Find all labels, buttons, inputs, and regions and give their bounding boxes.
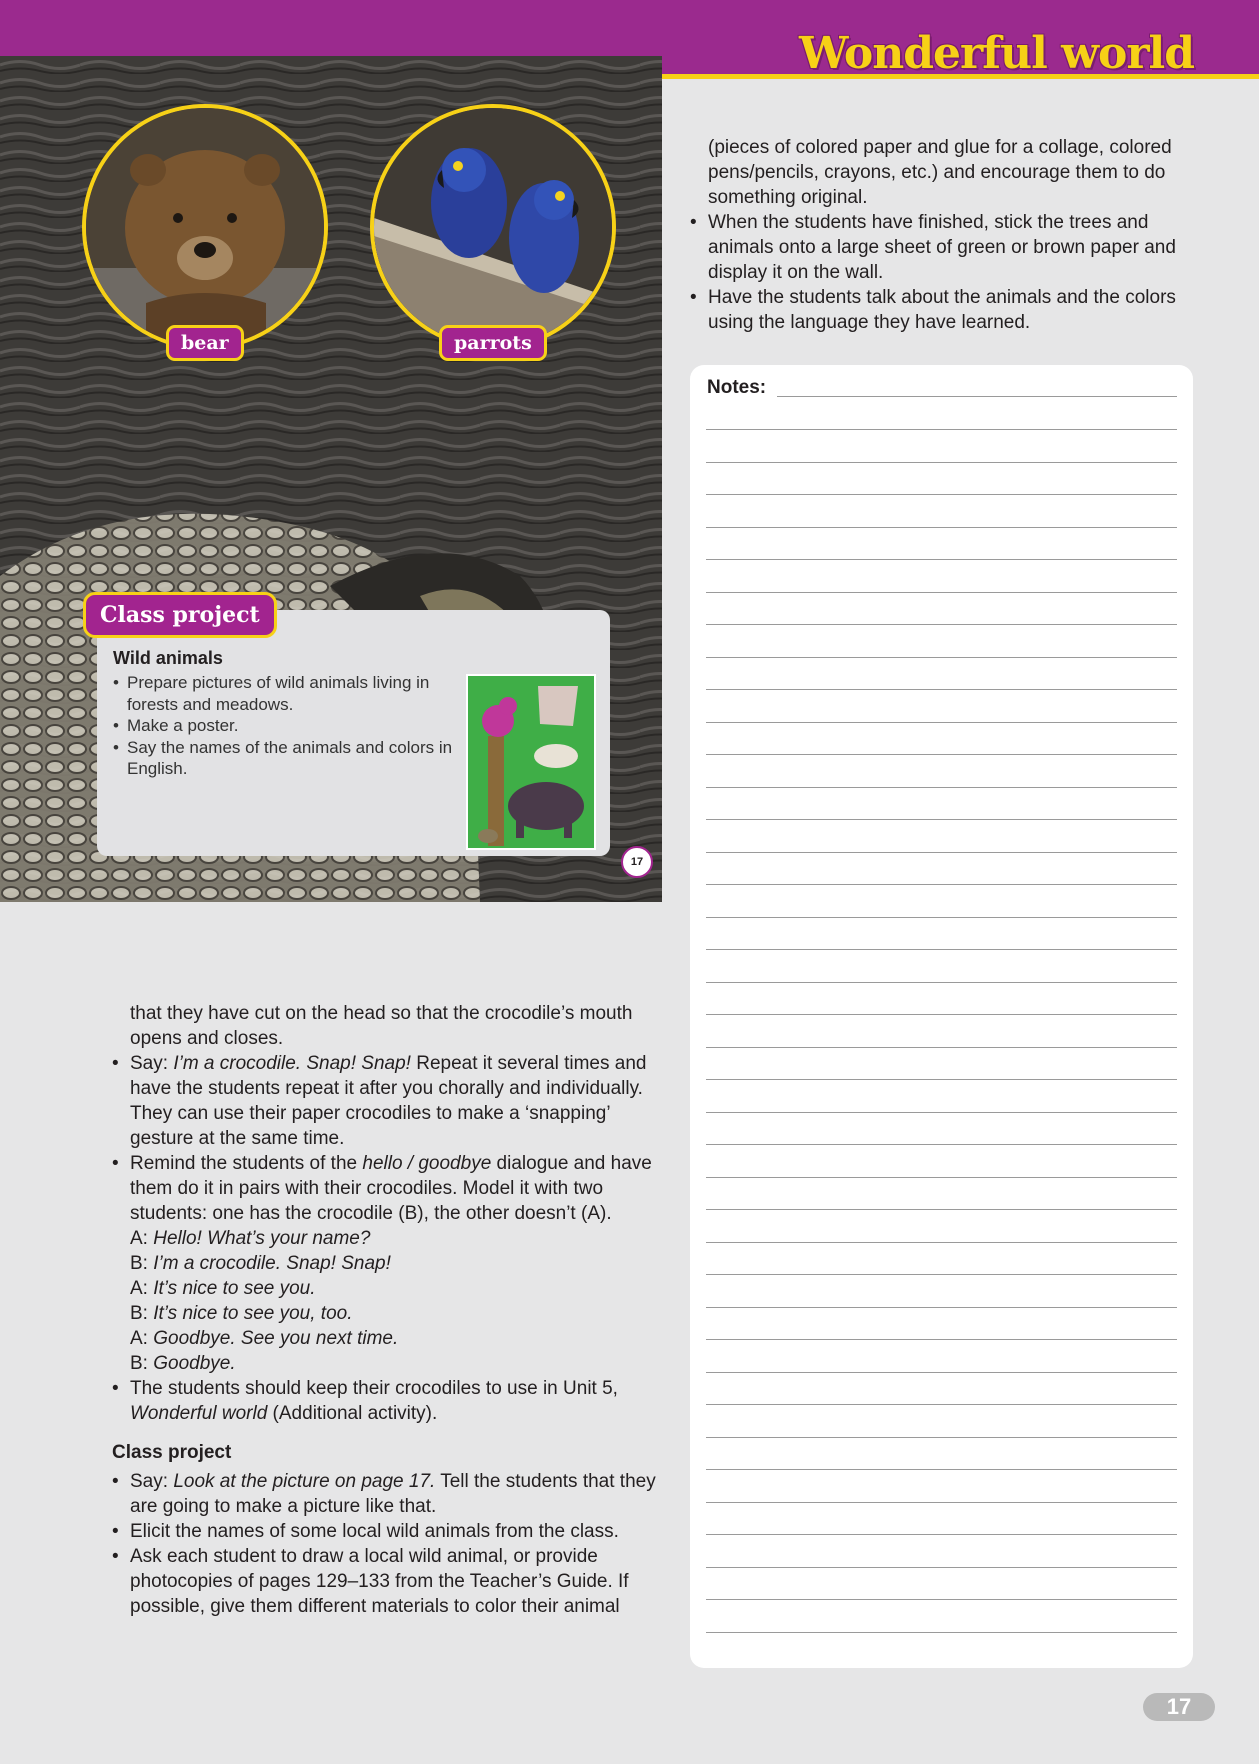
remind-rest: dialogue and have them do it in pairs with their crocodiles. Model it with two students: one has the crocodile (B), the other doesn’t (A).: [130, 1153, 652, 1224]
notes-line[interactable]: [706, 1502, 1177, 1503]
notes-line[interactable]: [706, 1112, 1177, 1113]
speaker: A:: [130, 1328, 154, 1349]
parrots-photo: [370, 104, 616, 350]
right-bullet: • Have the students talk about the animals and the colors using the language they have learned.: [690, 285, 1205, 335]
project-item: • Prepare pictures of wild animals living in forests and meadows.: [113, 672, 458, 715]
dialogue-line: [112, 1226, 657, 1251]
notes-line[interactable]: [706, 1144, 1177, 1145]
ask-bullet: • Ask each student to draw a local wild animal, or provide photocopies of pages 129–133 from the Teacher’s Guide. If possible, give them different materials to color their animal: [112, 1544, 657, 1619]
notes-line[interactable]: [706, 982, 1177, 983]
dialogue-line: [112, 1351, 657, 1376]
bear-photo: [82, 104, 328, 350]
say-rest: Repeat it several times and have the students repeat it after you chorally and individually. They can use their paper crocodiles to make a ‘snapping’ gesture at the same time.: [130, 1053, 647, 1149]
dialogue-text: It’s nice to see you.: [153, 1278, 316, 1299]
unit-title: Wonderful world: [799, 28, 1194, 79]
notes-line[interactable]: [706, 1014, 1177, 1015]
continuation-paragraph: that they have cut on the head so that the crocodile’s mouth opens and closes.: [130, 1003, 633, 1049]
project-say-phrase: Look at the picture on page 17.: [173, 1471, 436, 1492]
say-phrase: I’m a crocodile. Snap! Snap!: [173, 1053, 411, 1074]
project-say-prefix: Say:: [130, 1471, 174, 1492]
notes-line[interactable]: [706, 754, 1177, 755]
remind-prefix: Remind the students of the: [130, 1153, 363, 1174]
notes-line[interactable]: [706, 1274, 1177, 1275]
class-project-tag: Class project: [83, 592, 277, 638]
notes-line[interactable]: [706, 624, 1177, 625]
notes-label: Notes:: [707, 377, 767, 398]
speaker: B:: [130, 1353, 154, 1374]
notes-line[interactable]: [706, 1567, 1177, 1568]
notes-line[interactable]: [706, 1209, 1177, 1210]
notes-line[interactable]: [706, 527, 1177, 528]
keep-bullet: [112, 1376, 657, 1426]
photo-label-bear: bear: [166, 325, 244, 361]
dialogue-line: [112, 1251, 657, 1276]
photo-label-parrots: parrots: [439, 325, 547, 361]
notes-line[interactable]: [706, 494, 1177, 495]
notes-line[interactable]: [706, 1372, 1177, 1373]
student-book-page: [0, 56, 662, 902]
project-item: • Make a poster.: [113, 715, 458, 737]
right-bullet: • When the students have finished, stick the trees and animals onto a large sheet of green or brown paper and display it on the wall.: [690, 210, 1205, 285]
page-badge: 17: [621, 846, 653, 878]
notes-line[interactable]: [706, 949, 1177, 950]
dialogue-line: [112, 1326, 657, 1351]
keep-prefix: The students should keep their crocodiles to use in Unit 5,: [130, 1378, 618, 1399]
notes-line[interactable]: [706, 1437, 1177, 1438]
notes-line[interactable]: [706, 1534, 1177, 1535]
remind-phrase: hello / goodbye: [362, 1153, 492, 1174]
dialogue-line: [112, 1276, 657, 1301]
say-bullet: [112, 1051, 657, 1151]
notes-line[interactable]: [706, 689, 1177, 690]
notes-line[interactable]: [706, 429, 1177, 430]
notes-line[interactable]: [706, 787, 1177, 788]
speaker: A:: [130, 1228, 154, 1249]
notes-line[interactable]: [706, 1079, 1177, 1080]
project-heading: Wild animals: [113, 648, 223, 668]
project-say-bullet: [112, 1469, 657, 1519]
section-heading: Class project: [112, 1442, 232, 1463]
keep-phrase: Wonderful world: [130, 1403, 268, 1424]
speaker: B:: [130, 1253, 154, 1274]
notes-line[interactable]: [706, 462, 1177, 463]
notes-line[interactable]: [706, 722, 1177, 723]
right-continuation: (pieces of colored paper and glue for a collage, colored pens/pencils, crayons, etc.) and encourage them to do something original.: [708, 137, 1172, 208]
notes-line[interactable]: [706, 1047, 1177, 1048]
notes-line[interactable]: [706, 1307, 1177, 1308]
notes-line[interactable]: [706, 884, 1177, 885]
notes-line[interactable]: [706, 1177, 1177, 1178]
dialogue-text: Goodbye.: [153, 1353, 236, 1374]
notes-line[interactable]: [777, 396, 1177, 397]
animal-poster-image: [466, 674, 596, 850]
notes-line[interactable]: [706, 1404, 1177, 1405]
left-column-text: [112, 1001, 657, 1619]
project-item: • Say the names of the animals and colors in English.: [113, 737, 458, 780]
speaker: A:: [130, 1278, 154, 1299]
notes-line[interactable]: [706, 1632, 1177, 1633]
notes-line[interactable]: [706, 1599, 1177, 1600]
project-say-rest: Tell the students that they are going to make a picture like that.: [130, 1471, 656, 1517]
notes-line[interactable]: [706, 657, 1177, 658]
dialogue-text: Goodbye. See you next time.: [153, 1328, 399, 1349]
notes-line[interactable]: [706, 1469, 1177, 1470]
notes-line[interactable]: [706, 917, 1177, 918]
right-column-text: [690, 135, 1205, 335]
dialogue-text: Hello! What’s your name?: [153, 1228, 371, 1249]
notes-line[interactable]: [706, 1242, 1177, 1243]
notes-card: [690, 365, 1193, 1668]
notes-line[interactable]: [706, 819, 1177, 820]
remind-bullet: [112, 1151, 657, 1226]
project-list: [113, 672, 458, 780]
dialogue-text: I’m a crocodile. Snap! Snap!: [153, 1253, 391, 1274]
notes-line[interactable]: [706, 592, 1177, 593]
keep-rest: (Additional activity).: [267, 1403, 438, 1424]
elicit-bullet: • Elicit the names of some local wild animals from the class.: [112, 1519, 657, 1544]
page-number: 17: [1143, 1693, 1215, 1721]
notes-line[interactable]: [706, 852, 1177, 853]
dialogue-line: [112, 1301, 657, 1326]
dialogue-text: It’s nice to see you, too.: [153, 1303, 353, 1324]
say-prefix: Say:: [130, 1053, 174, 1074]
speaker: B:: [130, 1303, 154, 1324]
notes-line[interactable]: [706, 1339, 1177, 1340]
notes-line[interactable]: [706, 559, 1177, 560]
